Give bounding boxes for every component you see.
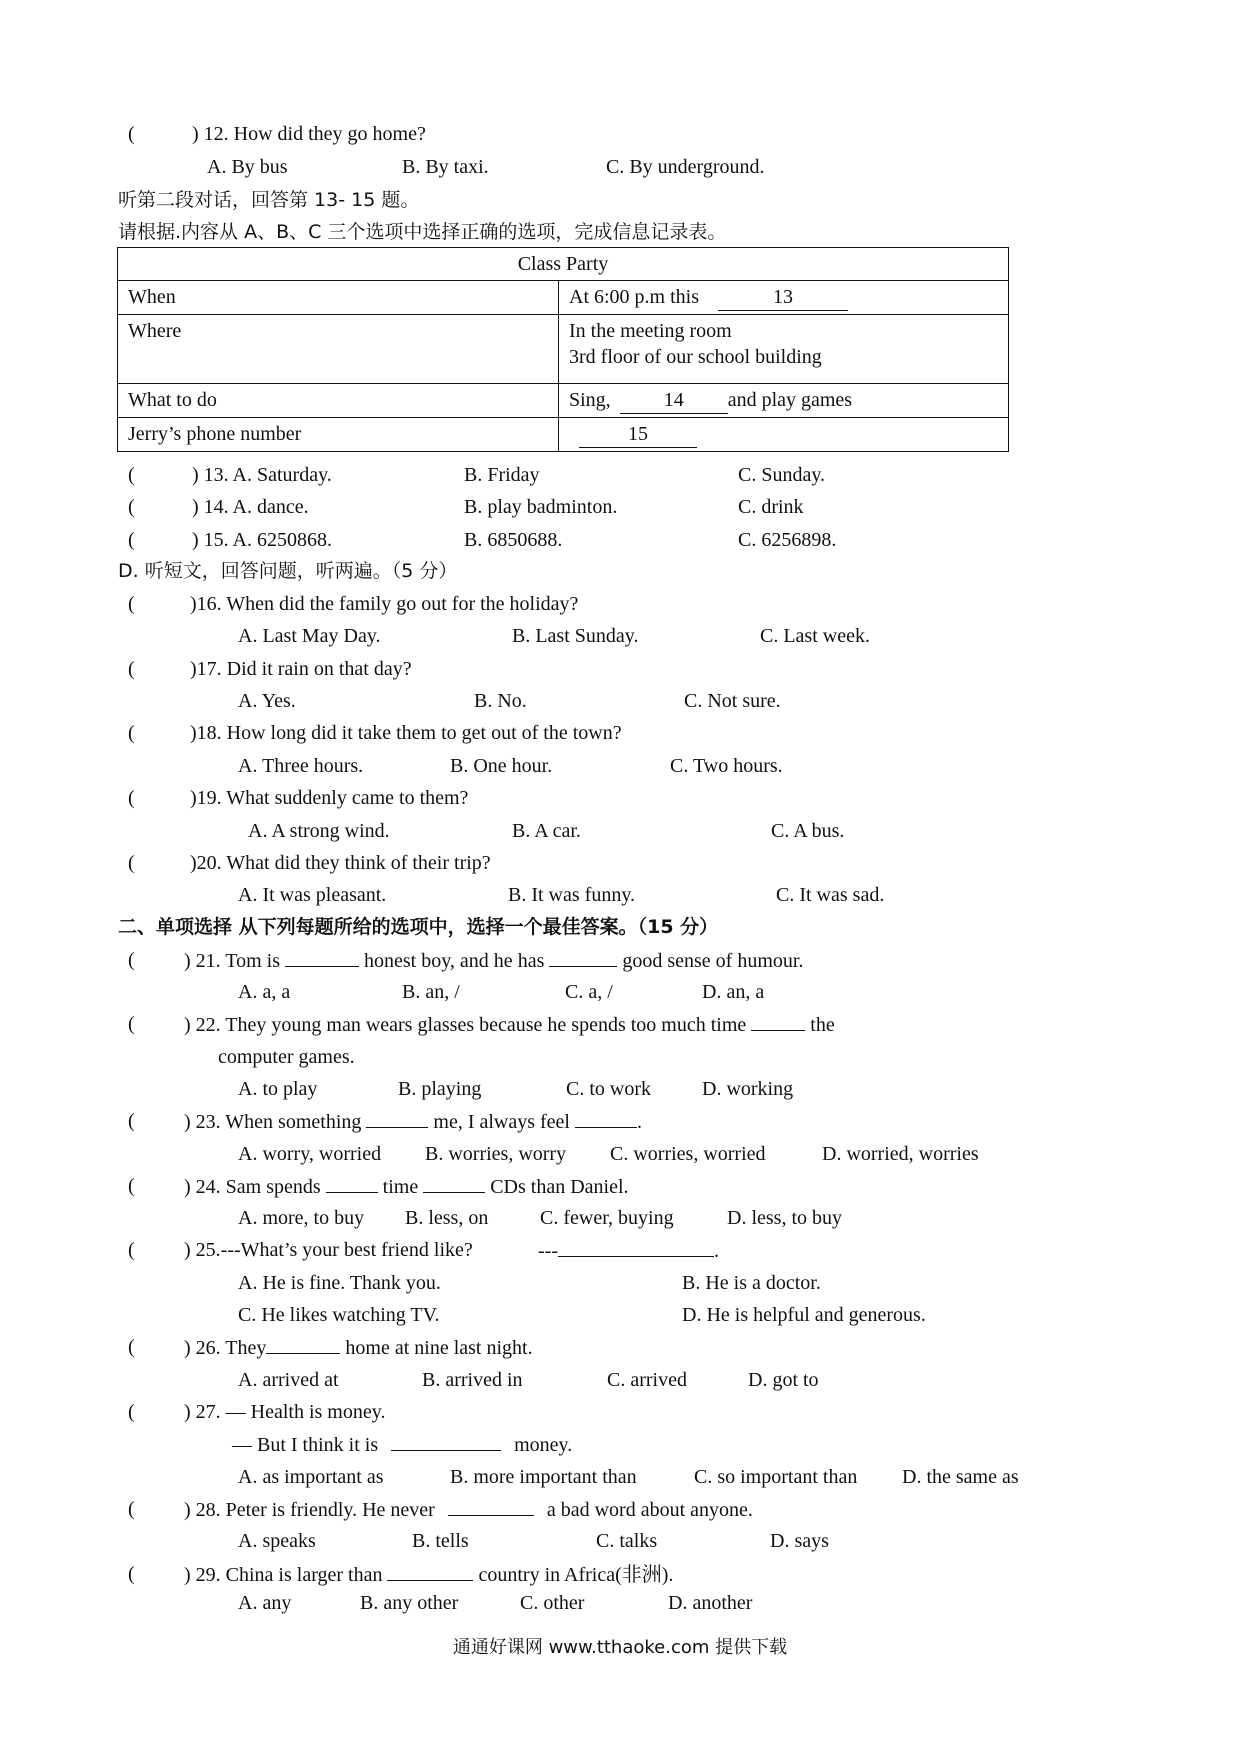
option-c: C. so important than — [694, 1466, 858, 1488]
answer-paren: ( — [128, 1401, 135, 1423]
option-c: C. to work — [566, 1078, 651, 1100]
option-d: D. worried, worries — [822, 1143, 979, 1165]
answer-paren: ( — [128, 496, 135, 518]
question-text: ) 23. When something me, I always feel . — [184, 1111, 642, 1133]
answer-paren: ( — [128, 1110, 135, 1132]
option-b: B. It was funny. — [508, 884, 636, 906]
option-c: C. By underground. — [606, 156, 765, 178]
answer-paren: ( — [128, 1498, 135, 1520]
table-intro: 请根据.内容从 A、B、C 三个选项中选择正确的选项，完成信息记录表。 — [118, 221, 727, 243]
blank-15: 15 — [579, 421, 697, 448]
option-b: B. Last Sunday. — [512, 625, 639, 647]
answer-paren: ( — [128, 1336, 135, 1358]
option-a: A. any — [238, 1592, 292, 1614]
question-text: ) 27. — Health is money. — [184, 1401, 386, 1423]
table-row — [118, 418, 1009, 452]
option-b: B. any other — [360, 1592, 459, 1614]
answer-paren: ( — [128, 949, 135, 971]
answer-paren: ( — [128, 787, 135, 809]
answer-paren: ( — [128, 1175, 135, 1197]
table-row — [118, 384, 1009, 418]
question-text: computer games. — [218, 1046, 355, 1068]
question-text: — But I think it is money. — [232, 1434, 573, 1456]
option-b: B. arrived in — [422, 1369, 523, 1391]
option-c: C. Not sure. — [684, 690, 781, 712]
row-value — [559, 418, 1009, 452]
row-label: Jerry’s phone number — [118, 418, 559, 452]
option-c: C. He likes watching TV. — [238, 1304, 440, 1326]
option-d: D. less, to buy — [727, 1207, 842, 1229]
question-text: ) 13. A. Saturday. — [192, 464, 332, 486]
option-b: B. 6850688. — [464, 529, 563, 551]
option-b: B. Friday — [464, 464, 540, 486]
option-b: B. play badminton. — [464, 496, 618, 518]
option-a: A. speaks — [238, 1530, 316, 1552]
option-c: C. A bus. — [771, 820, 845, 842]
option-b: B. A car. — [512, 820, 581, 842]
question-text: ) 28. Peter is friendly. He never a bad word about anyone. — [184, 1499, 753, 1521]
answer-paren: ( — [128, 1013, 135, 1035]
option-a: A. A strong wind. — [248, 820, 390, 842]
option-c: C. fewer, buying — [540, 1207, 674, 1229]
answer-paren: ( — [128, 852, 135, 874]
question-text: ) 29. China is larger than country in Africa(非洲). — [184, 1564, 674, 1586]
row-label: When — [118, 281, 559, 315]
blank-14: 14 — [620, 387, 728, 414]
answer-paren: ( — [128, 1563, 135, 1585]
section-2-intro: 听第二段对话，回答第 13- 15 题。 — [118, 189, 420, 211]
option-a: A. worry, worried — [238, 1143, 382, 1165]
value-line-2: 3rd floor of our school building — [569, 346, 822, 368]
option-a: A. It was pleasant. — [238, 884, 387, 906]
table-title: Class Party — [118, 248, 1009, 281]
option-d: D. says — [770, 1530, 829, 1552]
question-text: )19. What suddenly came to them? — [190, 787, 469, 809]
option-c: C. other — [520, 1592, 585, 1614]
option-d: D. an, a — [702, 981, 765, 1003]
option-b: B. One hour. — [450, 755, 553, 777]
footer-source: 通通好课网 www.tthaoke.com 提供下载 — [452, 1637, 788, 1658]
answer-paren: ( — [128, 529, 135, 551]
option-a: A. more, to buy — [238, 1207, 365, 1229]
option-b: B. By taxi. — [402, 156, 489, 178]
option-b: B. worries, worry — [425, 1143, 567, 1165]
option-a: A. arrived at — [238, 1369, 339, 1391]
option-d: D. got to — [748, 1369, 819, 1391]
option-a: A. He is fine. Thank you. — [238, 1272, 441, 1294]
option-d: D. He is helpful and generous. — [682, 1304, 926, 1326]
option-c: C. talks — [596, 1530, 658, 1552]
option-c: C. a, / — [565, 981, 613, 1003]
value-text: and play games — [727, 389, 853, 411]
option-b: B. more important than — [450, 1466, 637, 1488]
option-a: A. a, a — [238, 981, 291, 1003]
question-text: )20. What did they think of their trip? — [190, 852, 491, 874]
option-c: C. 6256898. — [738, 529, 837, 551]
row-value — [559, 384, 1009, 418]
option-b: B. tells — [412, 1530, 469, 1552]
question-text: ) 26. They home at nine last night. — [184, 1337, 533, 1359]
option-c: C. It was sad. — [776, 884, 885, 906]
answer-paren: ( — [128, 722, 135, 744]
value-text: At 6:00 p.m this — [569, 286, 700, 308]
part-2-heading: 二、单项选择 从下列每题所给的选项中，选择一个最佳答案。（15 分） — [118, 916, 719, 938]
option-c: C. arrived — [607, 1369, 687, 1391]
option-c: C. Last week. — [760, 625, 870, 647]
class-party-table — [117, 247, 1009, 452]
option-a: A. to play — [238, 1078, 318, 1100]
table-row — [118, 315, 1009, 384]
option-c: C. worries, worried — [610, 1143, 766, 1165]
option-d: D. another — [668, 1592, 753, 1614]
value-text: Sing, — [569, 389, 611, 411]
option-c: C. Sunday. — [738, 464, 826, 486]
option-a: A. Last May Day. — [238, 625, 381, 647]
answer-paren: ( — [128, 658, 135, 680]
question-text: ) 14. A. dance. — [192, 496, 309, 518]
blank-13: 13 — [718, 284, 848, 311]
question-text: )16. When did the family go out for the holiday? — [190, 593, 579, 615]
section-d-heading: D. 听短文，回答问题，听两遍。（5 分） — [118, 560, 458, 582]
option-a: A. Three hours. — [238, 755, 364, 777]
option-b: B. an, / — [402, 981, 460, 1003]
question-text: ) 25.---What’s your best friend like? — [184, 1239, 473, 1261]
answer-paren: ( — [128, 464, 135, 486]
option-a: A. Yes. — [238, 690, 296, 712]
option-c: C. Two hours. — [670, 755, 783, 777]
answer-paren: ( — [128, 1239, 135, 1261]
option-d: D. the same as — [902, 1466, 1019, 1488]
question-text: ) 15. A. 6250868. — [192, 529, 332, 551]
question-text: )17. Did it rain on that day? — [190, 658, 412, 680]
question-text: ) 24. Sam spends time CDs than Daniel. — [184, 1176, 629, 1198]
question-text: ) 21. Tom is honest boy, and he has good sense of humour. — [184, 950, 804, 972]
option-a: A. By bus — [207, 156, 288, 178]
row-label: What to do — [118, 384, 559, 418]
option-a: A. as important as — [238, 1466, 384, 1488]
option-b: B. less, on — [405, 1207, 489, 1229]
row-label: Where — [118, 315, 559, 384]
table-row — [118, 281, 1009, 315]
row-value — [559, 281, 1009, 315]
question-text: )18. How long did it take them to get out of the town? — [190, 722, 622, 744]
option-b: B. playing — [398, 1078, 482, 1100]
option-b: B. No. — [474, 690, 527, 712]
question-text: ) 22. They young man wears glasses because he spends too much time the — [184, 1014, 835, 1036]
value-line-1: In the meeting room — [569, 320, 732, 342]
option-b: B. He is a doctor. — [682, 1272, 821, 1294]
row-value — [559, 315, 1009, 384]
answer-paren: ( — [128, 593, 135, 615]
answer-paren: ( — [128, 123, 135, 145]
question-text: ) 12. How did they go home? — [192, 123, 426, 145]
answer-line: --- . — [538, 1240, 719, 1262]
option-c: C. drink — [738, 496, 804, 518]
option-d: D. working — [702, 1078, 794, 1100]
